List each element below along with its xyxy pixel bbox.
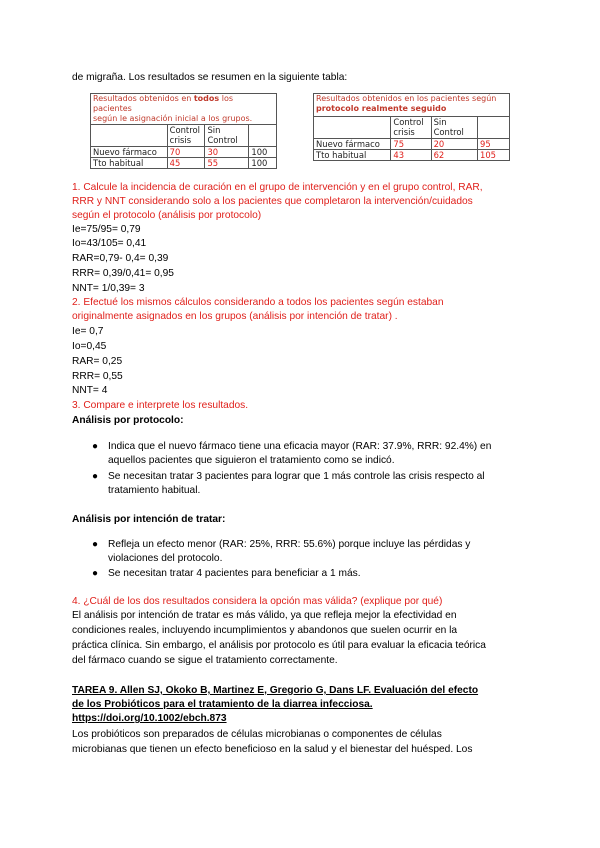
table-all-patients xyxy=(90,93,277,169)
table-per-protocol xyxy=(313,93,510,161)
question-1: 1. Calcule la incidencia de curación en el grupo de intervención y en el grupo control, RAR, xyxy=(72,182,483,193)
answer-line: práctica clínica. Sin embargo, el análisis por protocolo es útil para evaluar la eficacia teórica xyxy=(72,640,486,651)
doi-link[interactable]: https://doi.org/10.1002/ebch.873 xyxy=(72,713,227,724)
table-row: Nuevo fármaco 70 30 100 xyxy=(91,147,277,158)
question-3: 3. Compare e interprete los resultados. xyxy=(72,400,249,411)
bullet-icon: ● xyxy=(92,441,99,452)
answer-line: El análisis por intención de tratar es más válido, ya que refleja mejor la efectividad en xyxy=(72,610,457,621)
table-row: Tto habitual 43 62 105 xyxy=(314,150,510,161)
bullet-text: Se necesitan tratar 4 pacientes para beneficiar a 1 más. xyxy=(108,568,361,579)
tarea-title: TAREA 9. Allen SJ, Okoko B, Martinez E, Gregorio G, Dans LF. Evaluación del efecto xyxy=(72,685,479,696)
answer-line: condiciones reales, incluyendo incumplimientos y abandonos que suelen ocurrir en la xyxy=(72,625,458,636)
calc-line: RAR= 0,25 xyxy=(72,356,123,367)
col-sin-control: Sin Control xyxy=(431,117,477,139)
bullet-text: Se necesitan tratar 3 pacientes para lograr que 1 más controle las crisis respecto al xyxy=(108,471,485,482)
calc-line: RRR= 0,39/0,41= 0,95 xyxy=(72,268,174,279)
calc-line: RAR=0,79- 0,4= 0,39 xyxy=(72,253,169,264)
calc-line: Ie=75/95= 0,79 xyxy=(72,224,141,235)
bullet-text: Refleja un efecto menor (RAR: 25%, RRR: 55.6%) porque incluye las pérdidas y xyxy=(108,539,471,550)
question-1: RRR y NNT considerando solo a los pacientes que completaron la intervención/cuidados xyxy=(72,196,473,207)
question-4: 4. ¿Cuál de los dos resultados considera la opción mas válida? (explique por qué) xyxy=(72,596,443,607)
bullet-text: Indica que el nuevo fármaco tiene una eficacia mayor (RAR: 37.9%, RRR: 92.4%) en xyxy=(108,441,492,452)
answer-line: del fármaco cuando se sigue el tratamiento correctamente. xyxy=(72,655,338,666)
table-left-header: Resultados obtenidos en todos los pacientes según le asignación inicial a los grupos. xyxy=(91,94,277,125)
calc-line: NNT= 4 xyxy=(72,385,108,396)
paragraph-line: Los probióticos son preparados de células microbianas o componentes de células xyxy=(72,729,442,740)
table-right-header: Resultados obtenidos en los pacientes según protocolo realmente seguido xyxy=(314,94,510,117)
table-row: Tto habitual 45 55 100 xyxy=(91,158,277,169)
paragraph-line: microbianas que tienen un efecto beneficioso en la salud y el bienestar del huésped. Los xyxy=(72,744,473,755)
heading-intention-to-treat: Análisis por intención de tratar: xyxy=(72,514,226,525)
calc-line: RRR= 0,55 xyxy=(72,371,123,382)
calc-line: NNT= 1/0,39= 3 xyxy=(72,283,145,294)
col-sin-control: Sin Control xyxy=(205,125,249,147)
bullet-text: aquellos pacientes que siguieron el tratamiento como se indicó. xyxy=(108,455,395,466)
col-control-crisis: Control crisis xyxy=(167,125,205,147)
question-2: 2. Efectué los mismos cálculos considerando a todos los pacientes según estaban xyxy=(72,297,444,308)
table-row: Nuevo fármaco 75 20 95 xyxy=(314,139,510,150)
calc-line: Io=43/105= 0,41 xyxy=(72,238,147,249)
tarea-title: de los Probióticos para el tratamiento de la diarrea infecciosa. xyxy=(72,699,373,710)
bullet-text: tratamiento habitual. xyxy=(108,485,201,496)
calc-line: Io=0,45 xyxy=(72,341,107,352)
col-control-crisis: Control crisis xyxy=(391,117,431,139)
intro-text: de migraña. Los resultados se resumen en la siguiente tabla: xyxy=(72,72,348,83)
question-1: según el protocolo (análisis por protocolo) xyxy=(72,210,262,221)
bullet-text: violaciones del protocolo. xyxy=(108,553,223,564)
question-2: originalmente asignados en los grupos (análisis por intención de tratar) . xyxy=(72,311,398,322)
bullet-icon: ● xyxy=(92,568,99,579)
heading-per-protocol: Análisis por protocolo: xyxy=(72,415,184,426)
calc-line: Ie= 0,7 xyxy=(72,326,104,337)
bullet-icon: ● xyxy=(92,471,99,482)
bullet-icon: ● xyxy=(92,539,99,550)
